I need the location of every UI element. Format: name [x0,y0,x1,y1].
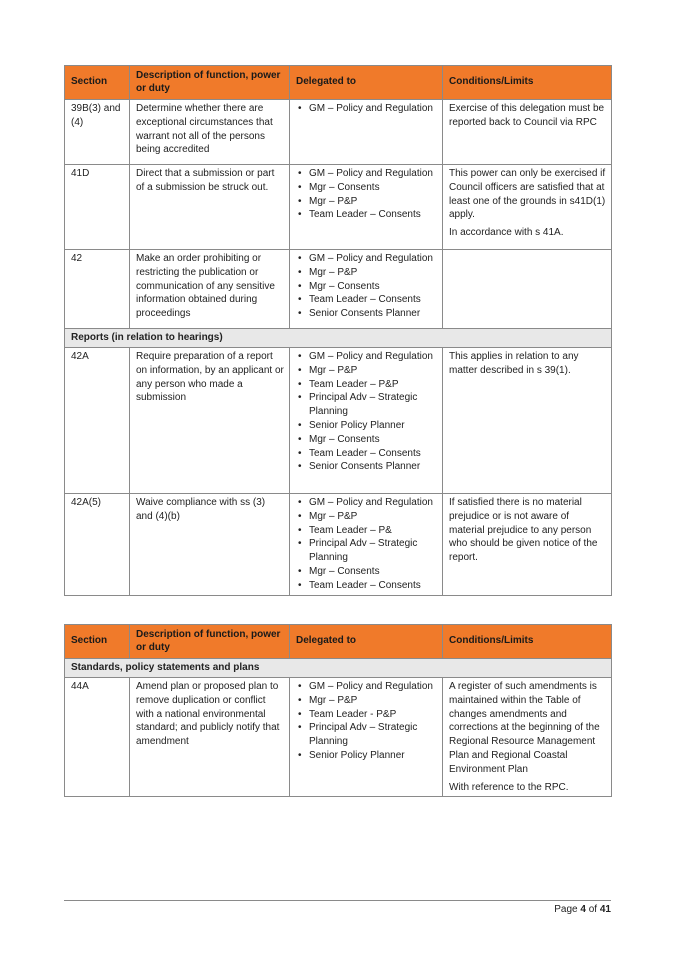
delegate-item: • Team Leader – Consents [296,447,437,461]
header-delegated: Delegated to [290,66,443,100]
row-section: 42A(5) [65,494,130,596]
delegate-item: • Mgr – Consents [296,565,437,579]
row-conditions [443,678,612,797]
row-section: 39B(3) and (4) [65,100,130,165]
row-section: 41D [65,165,130,250]
delegate-item: • Team Leader – Consents [296,208,437,222]
row-delegated [290,250,443,329]
header-section: Section [65,66,130,100]
of-word: of [588,904,598,915]
row-delegated [290,348,443,494]
row-description: Require preparation of a report on information, by an applicant or any person who made a submission [130,348,290,494]
delegate-item: • Senior Consents Planner [296,307,437,321]
delegate-item: • GM – Policy and Regulation [296,496,437,510]
row-delegated [290,165,443,250]
row-conditions [443,250,612,329]
section-subheading-row [65,329,612,348]
table-row [65,165,612,250]
delegate-item: • Mgr – P&P [296,510,437,524]
row-delegated [290,678,443,797]
header-delegated: Delegated to [290,625,443,659]
section-subheading: Standards, policy statements and plans [65,659,612,678]
delegate-item: • Mgr – Consents [296,433,437,447]
table-row [65,100,612,165]
total-pages: 41 [599,904,611,915]
delegate-item: • Team Leader - P&P [296,708,437,722]
page-word: Page [554,904,578,915]
header-description: Description of function, power or duty [130,625,290,659]
delegate-item: • GM – Policy and Regulation [296,102,437,116]
table-row [65,678,612,797]
delegate-item: • GM – Policy and Regulation [296,167,437,181]
row-description: Make an order prohibiting or restricting the publication or communication of any sensitive information obtained during proceedings [130,250,290,329]
page-footer [554,904,611,915]
row-conditions [443,348,612,494]
delegate-item: • Team Leader – Consents [296,293,437,307]
condition-text: With reference to the RPC. [449,781,569,793]
row-delegated [290,494,443,596]
delegate-item: • GM – Policy and Regulation [296,350,437,364]
delegate-item: • Senior Consents Planner [296,460,437,474]
delegate-item: • Mgr – P&P [296,694,437,708]
header-conditions: Conditions/Limits [443,66,612,100]
delegate-item: • Mgr – Consents [296,181,437,195]
condition-text: A register of such amendments is maintained within the Table of changes amendments and corrections at the beginning of the Regional Resource Management Plan and Regional Coastal Environment Plan [449,681,600,775]
delegate-item: • Principal Adv – Strategic Planning [296,391,437,419]
section-subheading: Reports (in relation to hearings) [65,329,612,348]
footer-divider [64,900,611,901]
row-conditions [443,165,612,250]
table-row [65,250,612,329]
header-description: Description of function, power or duty [130,66,290,100]
header-conditions: Conditions/Limits [443,625,612,659]
row-description: Waive compliance with ss (3) and (4)(b) [130,494,290,596]
delegations-table-2 [64,624,612,797]
delegate-item: • Mgr – P&P [296,364,437,378]
condition-text: Exercise of this delegation must be reported back to Council via RPC [449,103,605,128]
condition-text: This applies in relation to any matter described in s 39(1). [449,351,579,376]
section-subheading-row [65,659,612,678]
delegate-item: • Senior Policy Planner [296,419,437,433]
delegate-item: • Mgr – P&P [296,195,437,209]
table-header-row [65,66,612,100]
condition-text: In accordance with s 41A. [449,227,564,239]
page-number: 4 [580,904,586,915]
delegate-item: • GM – Policy and Regulation [296,680,437,694]
delegate-item: • Mgr – Consents [296,280,437,294]
row-section: 42 [65,250,130,329]
table-row [65,348,612,494]
row-conditions [443,100,612,165]
row-description: Direct that a submission or part of a submission be struck out. [130,165,290,250]
condition-text: If satisfied there is no material prejudice or is not aware of material prejudice to any person who should be given notice of the report. [449,497,598,564]
table-header-row [65,625,612,659]
delegate-item: • Mgr – P&P [296,266,437,280]
row-section: 42A [65,348,130,494]
delegate-item: • Team Leader – Consents [296,579,437,593]
delegate-item: • GM – Policy and Regulation [296,252,437,266]
delegate-item: • Senior Policy Planner [296,749,437,763]
delegate-item: • Principal Adv – Strategic Planning [296,721,437,749]
delegate-item: • Team Leader – P& [296,524,437,538]
table-row [65,494,612,596]
delegations-table-1 [64,65,612,596]
delegate-item: • Principal Adv – Strategic Planning [296,537,437,565]
row-description: Amend plan or proposed plan to remove duplication or conflict with a national environmental standard; and publicly notify that amendment [130,678,290,797]
row-delegated [290,100,443,165]
row-description: Determine whether there are exceptional circumstances that warrant not all of the persons being accredited [130,100,290,165]
header-section: Section [65,625,130,659]
condition-text: This power can only be exercised if Council officers are satisfied that at least one of the grounds in s41D(1) apply. [449,168,606,221]
row-section: 44A [65,678,130,797]
row-conditions [443,494,612,596]
delegate-item: • Team Leader – P&P [296,378,437,392]
